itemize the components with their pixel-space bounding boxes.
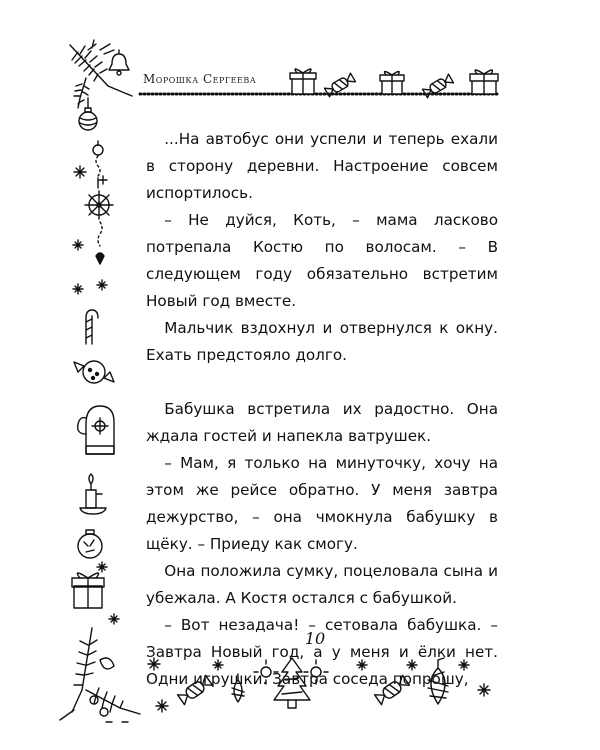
paragraph: Она положила сумку, поцеловала сына и убежала. А Костя остался с бабушкой.	[146, 562, 498, 607]
paragraph: – Вот незадача! – сетовала бабушка. – Завтра Новый год, а у меня и ёлки нет. Одни игрушки. Завтра соседа попрошу,	[146, 616, 498, 688]
paragraph: ...На автобус они успели и теперь ехали в сторону деревни. Настроение совсем испортилось.	[146, 130, 498, 202]
running-head: Морошка Сергеева	[143, 72, 257, 86]
page-number: 10	[304, 629, 326, 648]
garland-lower	[96, 222, 104, 264]
bell-icon	[109, 50, 129, 75]
candy-icon	[74, 361, 114, 383]
paragraph: – Мам, я только на минуточку, хочу на этом же рейсе обратно. У меня завтра дежурство, – она чмокнула бабушку в щёку. – Приеду как смогу.	[146, 454, 498, 553]
ornament-ball-icon	[78, 530, 102, 558]
ornament-ball-icon	[79, 98, 97, 130]
paragraph: Бабушка встретила их радостно. Она ждала гостей и напекла ватрушек.	[146, 400, 498, 445]
garland-left	[93, 141, 103, 188]
snowflake-icon	[73, 166, 119, 624]
candy-cane-icon	[86, 310, 98, 344]
candle-icon	[80, 474, 106, 514]
pine-branch-corner-top	[70, 40, 132, 108]
page-body	[146, 126, 498, 693]
paragraph: Мальчик вздохнул и отвернулся к окну. Ехать предстояло долго.	[146, 319, 498, 364]
paragraph: – Не дуйся, Коть, – мама ласково потрепала Костю по волосам. – В следующем году обязательно встретим Новый год вместе.	[146, 211, 498, 310]
mitten-icon	[78, 406, 114, 454]
gift-box-icon	[72, 573, 104, 608]
